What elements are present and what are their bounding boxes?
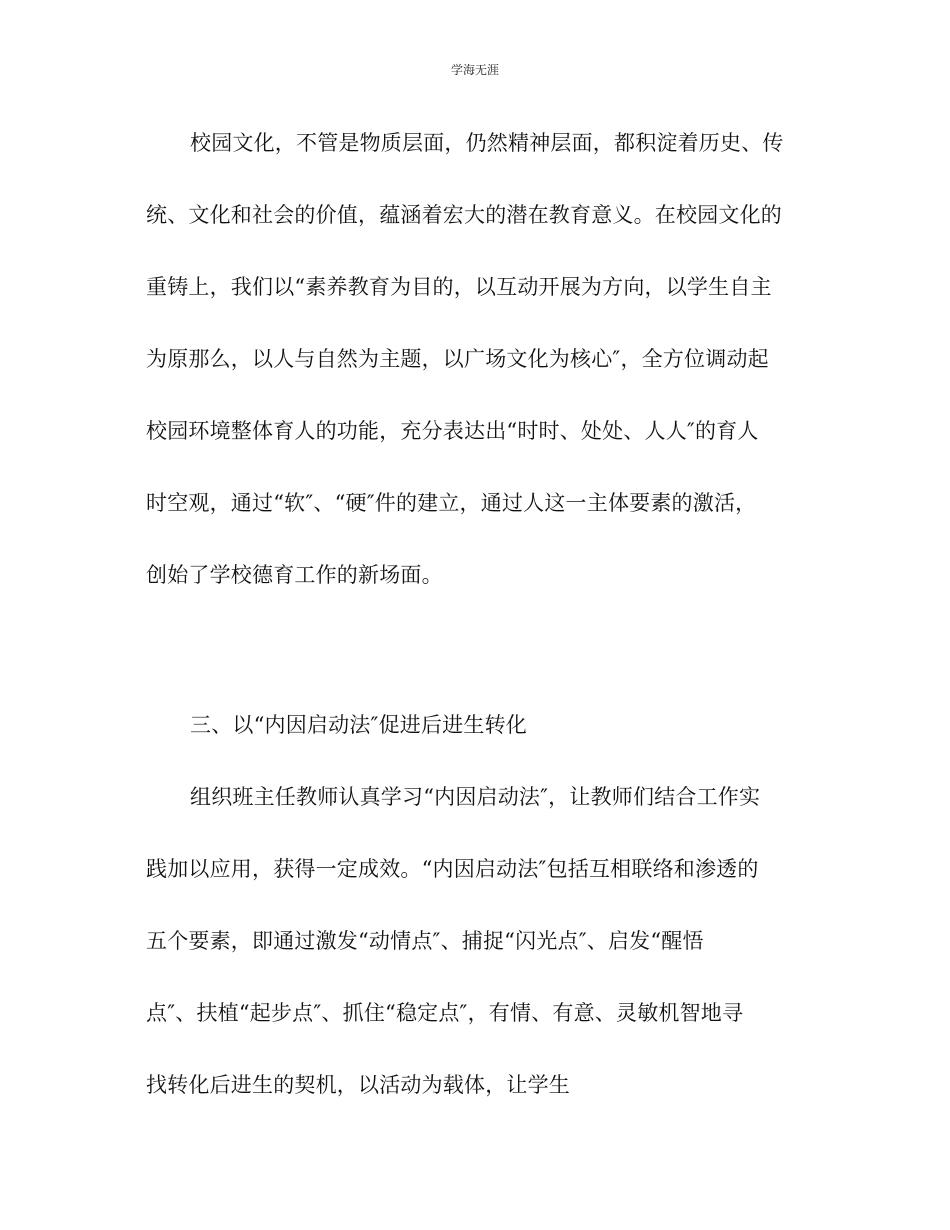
paragraph-line: 统、文化和社会的价值，蕴涵着宏大的潜在教育意义。在校园文化的 — [146, 203, 782, 227]
paragraph-line: 创始了学校德育工作的新场面。 — [146, 563, 443, 587]
paragraph-line: 点″、扶植“起步点″、抓住“稳定点″，有情、有意、灵敏机智地寻 — [146, 1001, 744, 1025]
paragraph-line: 校园环境整体育人的功能，充分表达出“时时、处处、人人″的育人 — [146, 419, 759, 443]
paragraph-line: 为原那么，以人与自然为主题，以广场文化为核心″，全方位调动起 — [146, 347, 769, 371]
paragraph-line: 重铸上，我们以“素养教育为目的，以互动开展为方向，以学生自主 — [146, 275, 772, 299]
page-header: 学海无涯 — [450, 63, 499, 77]
paragraph-line: 时空观，通过“软″、“硬″件的建立，通过人这一主体要素的激活， — [146, 491, 757, 515]
paragraph-line: 五个要素，即通过激发“动情点″、捕捉“闪光点″、启发“醒悟 — [146, 929, 704, 953]
paragraph-line: 组织班主任教师认真学习“内因启动法″，让教师们结合工作实 — [190, 785, 761, 809]
paragraph-line: 践加以应用，获得一定成效。“内因启动法″包括互相联络和渗透的 — [146, 857, 759, 881]
paragraph-line: 找转化后进生的契机，以活动为载体，让学生 — [146, 1073, 570, 1097]
paragraph-line: 校园文化，不管是物质层面，仍然精神层面，都积淀着历史、传 — [190, 131, 784, 155]
section-heading: 三、以“内因启动法″促进后进生转化 — [190, 713, 527, 737]
